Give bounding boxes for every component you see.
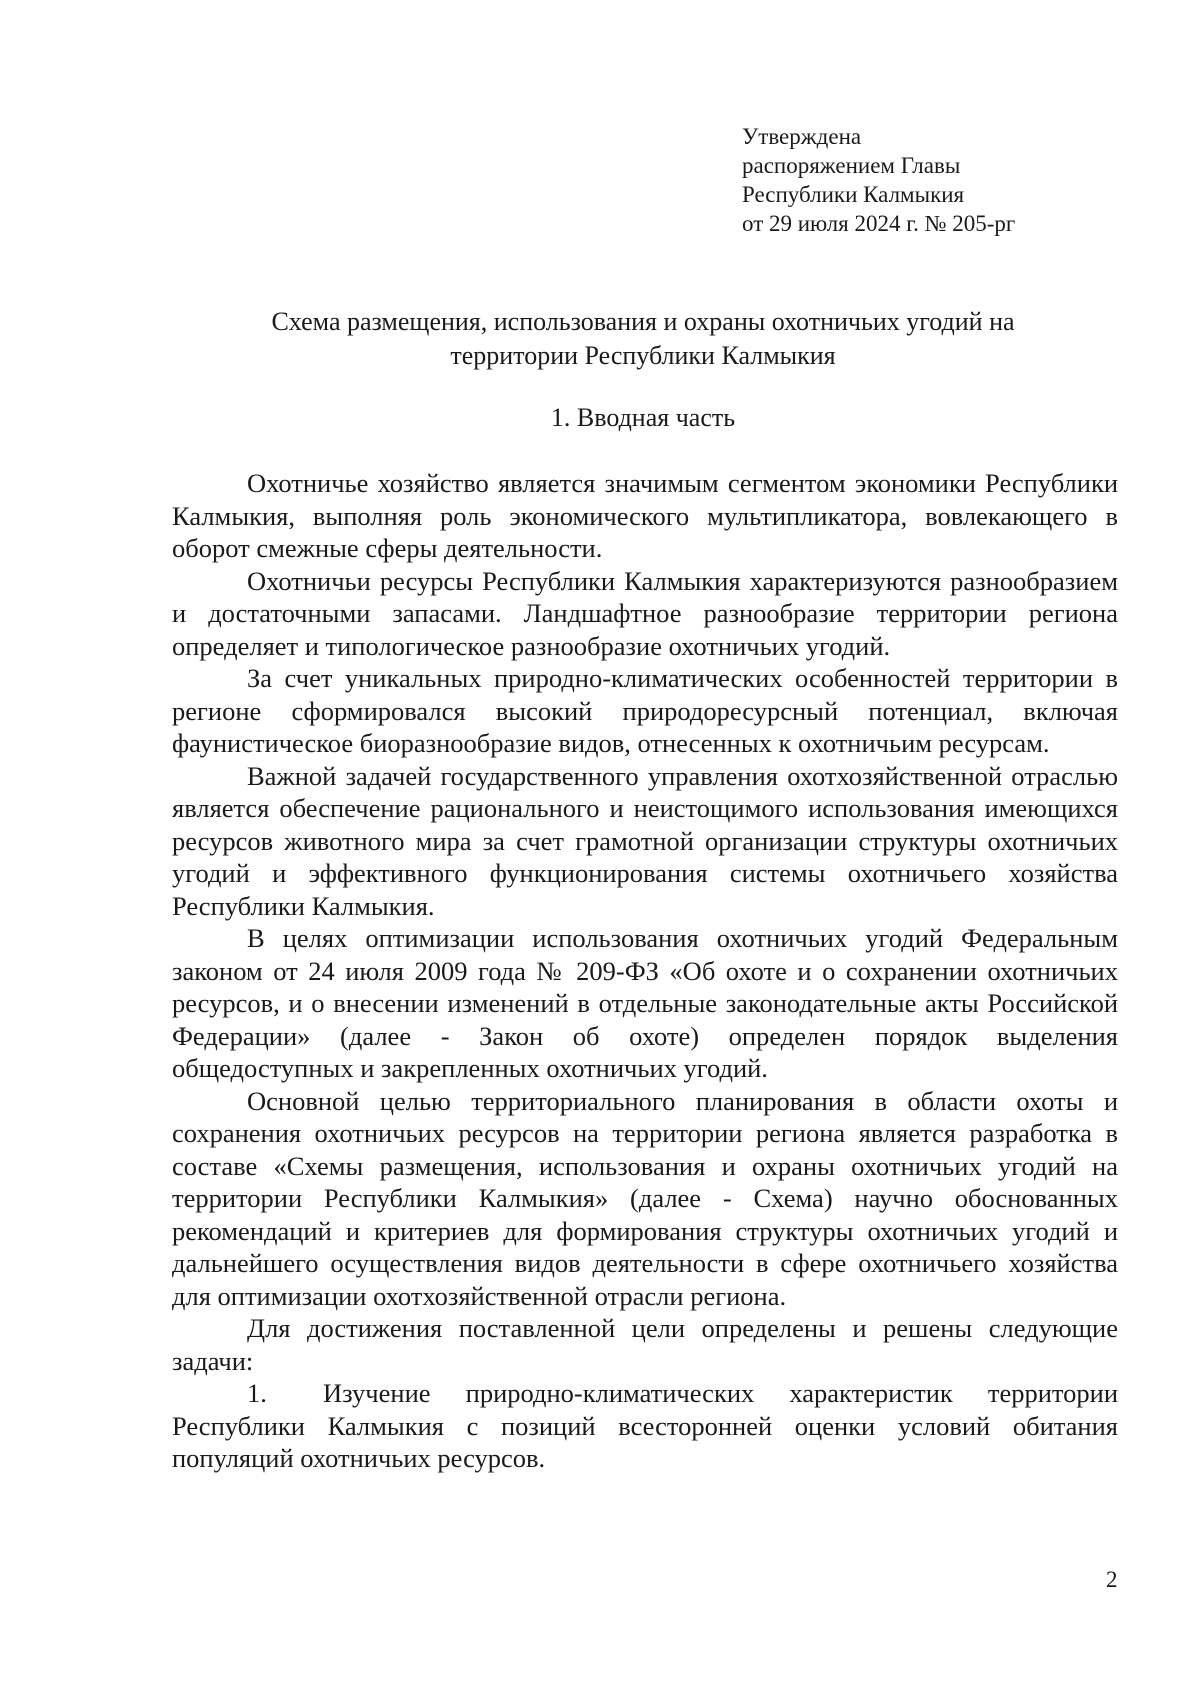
body-text [172,467,1118,1475]
paragraph: Основной целью территориального планирования в области охоты и сохранения охотничьих ресурсов на территории региона является разработка в составе «Схемы размещения, использования и охраны охотничьих угодий на территории Республики Калмыкия» (далее - Схема) научно обоснованных рекомендаций и критериев для формирования структуры охотничьих угодий и дальнейшего осуществления видов деятельности в сфере охотничьего хозяйства для оптимизации охотхозяйственной отрасли региона. [172,1085,1118,1311]
approval-line: Республики Калмыкия [742,182,965,207]
page-number: 2 [1106,1567,1118,1592]
task-list-item [172,1377,1118,1475]
approval-line: распоряжением Главы [742,153,961,178]
document-title [170,305,1116,373]
approval-line: от 29 июля 2024 г. № 205-рг [742,211,1016,236]
title-line: Схема размещения, использования и охраны охотничьих угодий на [271,307,1015,336]
task-text: Изучение природно-климатических характеристик территории Республики Калмыкия с позиций всесторонней оценки условий обитания популяций охотничьих ресурсов. [172,1378,1118,1473]
section-heading: 1. Вводная часть [550,403,736,432]
paragraph: В целях оптимизации использования охотничьих угодий Федеральным законом от 24 июля 2009 года № 209-ФЗ «Об охоте и о сохранении охотничьих ресурсов, и о внесении изменений в отдельные законодательные акты Российской Федерации» (далее - Закон об охоте) определен порядок выделения общедоступных и закрепленных охотничьих угодий. [172,923,1118,1083]
paragraph: Важной задачей государственного управления охотхозяйственной отраслью является обеспечение рационального и неистощимого использования имеющихся ресурсов животного мира за счет грамотной организации структуры охотничьих угодий и эффективного функционирования системы охотничьего хозяйства Республики Калмыкия. [172,760,1118,921]
paragraph: Охотничье хозяйство является значимым сегментом экономики Республики Калмыкия, выполняя роль экономического мультипликатора, вовлекающего в оборот смежные сферы деятельности. [172,468,1118,563]
task-number: 1. [247,1378,267,1408]
approval-line: Утверждена [742,124,862,149]
paragraph: За счет уникальных природно-климатических особенностей территории в регионе сформировался высокий природоресурсный потенциал, включая фаунистическое биоразнообразие видов, отнесенных к охотничьим ресурсам. [172,663,1118,758]
paragraph: Охотничьи ресурсы Республики Калмыкия характеризуются разнообразием и достаточными запасами. Ландшафтное разнообразие территории региона определяет и типологическое разнообразие охотничьих угодий. [172,565,1118,661]
approval-stamp [742,122,1015,238]
paragraph: Для достижения поставленной цели определены и решены следующие задачи: [172,1313,1118,1376]
title-line: территории Республики Калмыкия [450,341,836,370]
